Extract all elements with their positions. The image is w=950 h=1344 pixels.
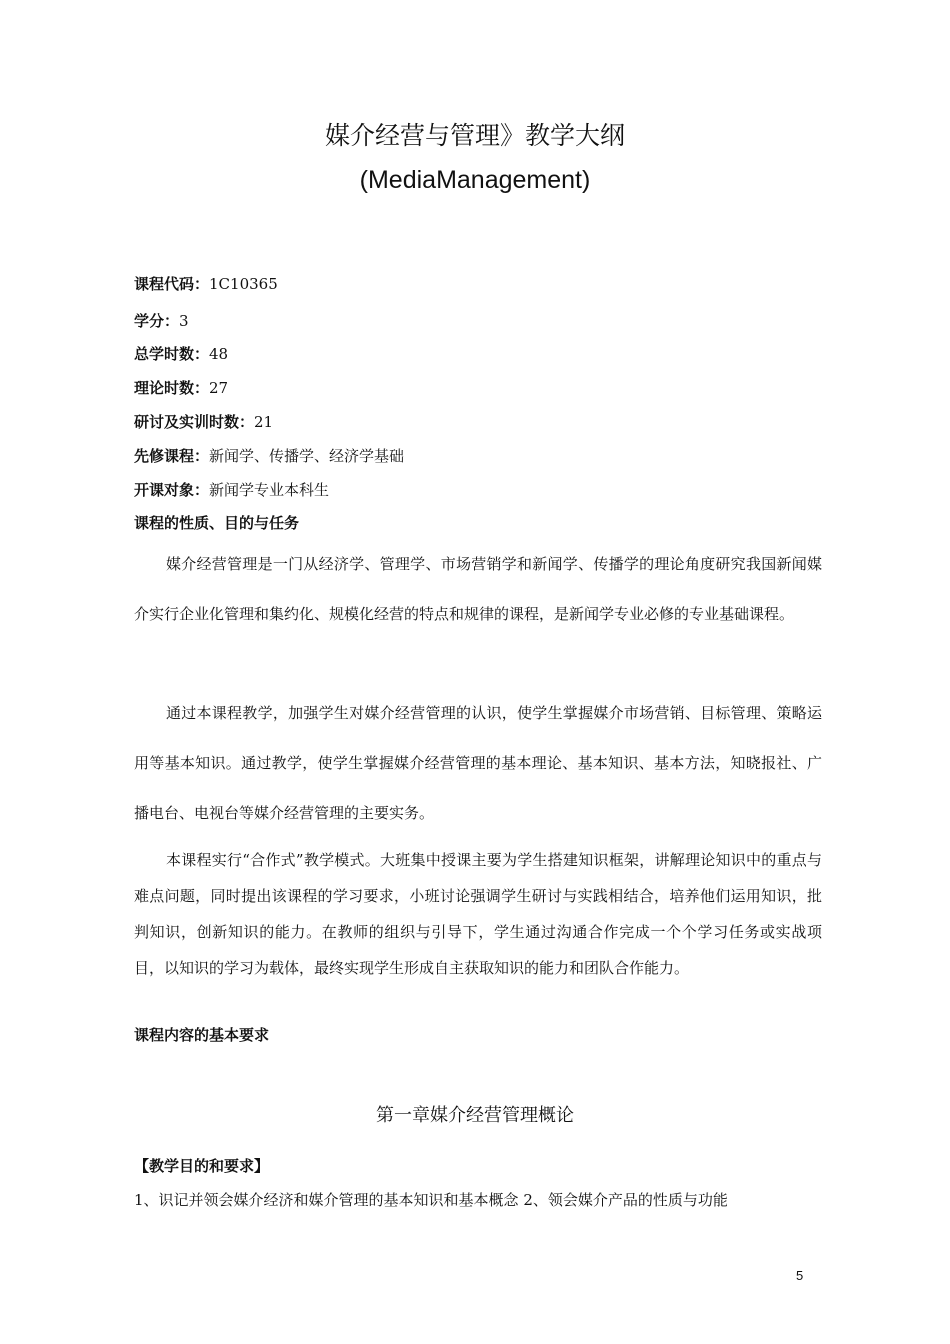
field-label: 总学时数：	[134, 345, 210, 363]
field-value: 48	[209, 345, 229, 363]
document-subtitle: (MediaManagement)	[359, 166, 591, 194]
chapter-title: 第一章媒介经营管理概论	[376, 1105, 574, 1126]
field-label: 理论时数：	[134, 379, 210, 397]
field-value: 21	[254, 413, 274, 431]
paragraph-nature: 媒介经营管理是一门从经济学、管理学、市场营销学和新闻学、传播学的理论角度研究我国新闻媒介实行企业化管理和集约化、规模化经营的特点和规律的课程，是新闻学专业必修的专业基础课程。	[134, 555, 822, 623]
field-label: 课程代码：	[134, 275, 210, 293]
content-section-heading: 课程内容的基本要求	[134, 1026, 270, 1044]
field-label: 先修课程：	[134, 447, 210, 465]
prerequisites-field	[134, 446, 404, 466]
practice-hours-field	[134, 412, 273, 432]
requirements-heading: 【教学目的和要求】	[134, 1157, 270, 1175]
field-label: 开课对象：	[134, 481, 210, 499]
total-hours-field	[134, 344, 228, 364]
field-label: 研讨及实训时数：	[134, 413, 255, 431]
field-value: 27	[209, 379, 229, 397]
credits-field	[134, 311, 189, 331]
paragraph-goals: 通过本课程教学，加强学生对媒介经营管理的认识，使学生掌握媒介市场营销、目标管理、策略运用等基本知识。通过教学，使学生掌握媒介经营管理的基本理论、基本知识、基本方法，知晓报社、广播电台、电视台等媒介经营管理的主要实务。	[134, 704, 822, 822]
page-number: 5	[796, 1268, 804, 1283]
field-value: 新闻学专业本科生	[209, 481, 330, 499]
field-value: 1C10365	[209, 275, 278, 293]
field-label: 学分：	[134, 312, 180, 330]
field-value: 新闻学、传播学、经济学基础	[209, 447, 405, 465]
requirements-text: 1、识记并领会媒介经济和媒介管理的基本知识和基本概念 2、领会媒介产品的性质与功能	[134, 1191, 728, 1209]
nature-section-heading: 课程的性质、目的与任务	[134, 514, 300, 532]
field-value: 3	[179, 312, 189, 330]
document-title: 媒介经营与管理》教学大纲	[324, 121, 625, 150]
audience-field	[134, 480, 329, 500]
course-code-field	[134, 274, 278, 294]
theory-hours-field	[134, 378, 228, 398]
paragraph-teaching-model: 本课程实行“合作式”教学模式。大班集中授课主要为学生搭建知识框架，讲解理论知识中的重点与难点问题，同时提出该课程的学习要求，小班讨论强调学生研讨与实践相结合，培养他们运用知识，批判知识，创新知识的能力。在教师的组织与引导下，学生通过沟通合作完成一个个学习任务或实战项目，以知识的学习为载体，最终实现学生形成自主获取知识的能力和团队合作能力。	[134, 851, 822, 977]
